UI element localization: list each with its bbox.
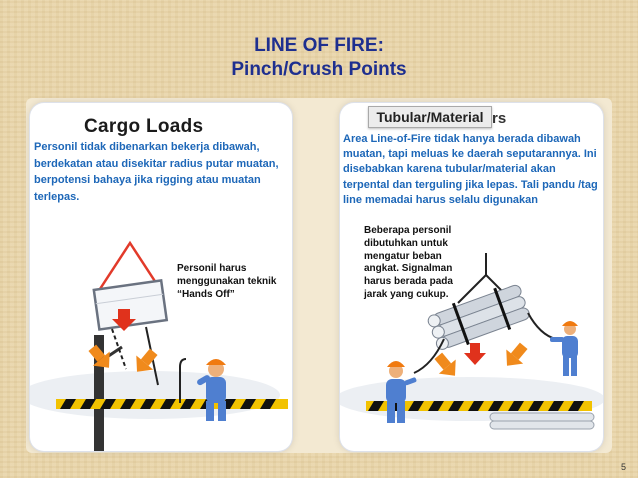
tubular-material-description: Area Line-of-Fire tidak hanya berada dibawah muatan, tapi meluas ke daerah seputarannya. Ini disebabkan karena tubular/material akan terpental dan terguling jika lepas. Tali pandu /tag line memadai harus selalu digunakan	[343, 133, 598, 206]
hazard-barrier	[56, 399, 288, 409]
signalman-callout: Beberapa personil dibutuhkan untuk mengatur beban angkat. Signalman harus berada pada jarak yang cukup.	[364, 225, 453, 300]
tab-heading-tail: rs	[492, 110, 507, 127]
ground-pipes	[490, 413, 594, 429]
warning-arrow-icon	[499, 339, 533, 373]
slide-title-line1: LINE OF FIRE:	[254, 35, 384, 56]
worker-icon	[550, 321, 578, 376]
hands-off-callout: Personil harus menggunakan teknik “Hands Off”	[177, 263, 277, 300]
tubular-material-tab: Tubular/Material	[368, 106, 492, 128]
slide-title-line2: Pinch/Crush Points	[231, 59, 407, 80]
cargo-loads-description: Personil tidak dibenarkan bekerja dibawah, berdekatan atau disekitar radius putar muatan, berpotensi bahaya jika rigging atau muatan terlepas.	[34, 141, 279, 203]
ground-shadow	[30, 371, 280, 419]
danger-arrow-icon	[464, 343, 486, 365]
page-number: 5	[620, 462, 626, 472]
cargo-loads-heading: Cargo Loads	[84, 116, 204, 137]
